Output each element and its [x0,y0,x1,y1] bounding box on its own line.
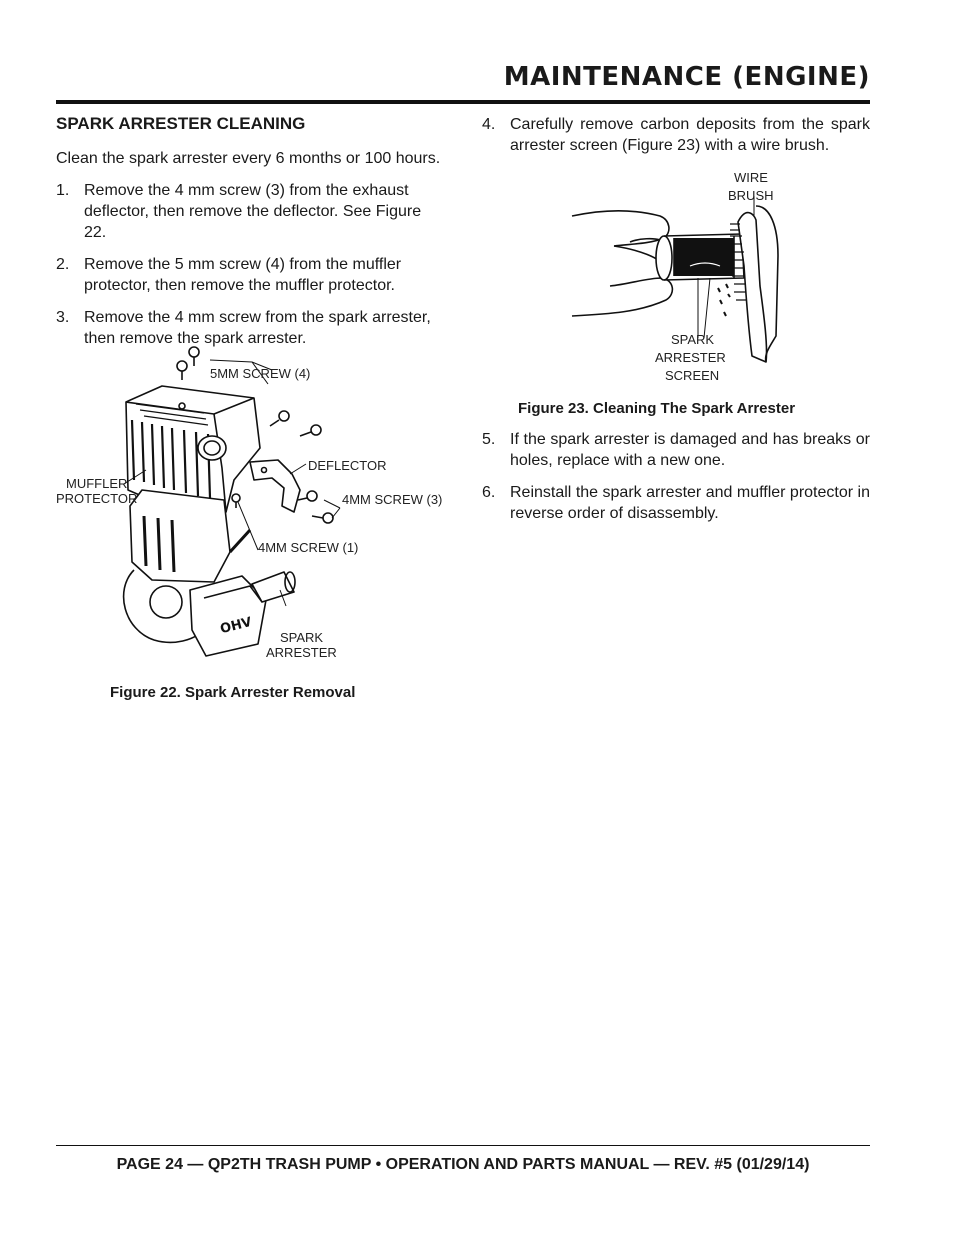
label-arrester: ARRESTER [655,350,726,365]
step-number: 6. [482,484,496,501]
label-muffler-protector-2: PROTECTOR [56,491,138,506]
list-item [482,114,870,156]
figure-23-caption: Figure 23. Cleaning The Spark Arrester [518,400,796,417]
list-item [482,429,870,471]
step-number: 1. [56,182,70,199]
label-wire: WIRE [734,170,768,185]
figure-22-illustration [54,340,454,670]
step-text: Remove the 4 mm screw from the spark arrester, then remove the spark arrester. [84,309,431,347]
step-text: If the spark arrester is damaged and has breaks or holes, replace with a new one. [510,431,870,469]
title-divider [56,100,870,104]
page-footer: PAGE 24 — QP2TH TRASH PUMP • OPERATION AND PARTS MANUAL — REV. #5 (01/29/14) [116,1156,810,1173]
right-column-continued [482,429,870,535]
step-number: 2. [56,256,70,273]
right-column [482,114,870,167]
label-muffler-protector-1: MUFFLER [66,476,128,491]
figure-22-caption: Figure 22. Spark Arrester Removal [110,684,356,701]
label-5mm-screw: 5MM SCREW (4) [210,366,311,381]
label-4mm-screw-3: 4MM SCREW (3) [342,492,443,507]
step-text: Remove the 5 mm screw (4) from the muffler protector, then remove the muffler protector. [84,256,402,294]
label-brush: BRUSH [728,188,774,203]
list-item [56,254,446,296]
step-text: Remove the 4 mm screw (3) from the exhaust deflector, then remove the deflector. See Figure 22. [84,182,422,241]
intro-paragraph: Clean the spark arrester every 6 months or 100 hours. [56,150,441,167]
label-deflector: DEFLECTOR [308,458,387,473]
label-spark: SPARK [671,332,715,347]
page-title: MAINTENANCE (ENGINE) [503,62,870,92]
section-heading: SPARK ARRESTER CLEANING [56,114,306,133]
footer-divider [56,1145,870,1146]
step-text: Reinstall the spark arrester and muffler protector in reverse order of disassembly. [510,484,870,522]
list-item [56,180,446,243]
label-spark-arrester-1: SPARK [280,630,324,645]
list-item [482,482,870,524]
step-number: 5. [482,431,496,448]
label-screen: SCREEN [665,368,720,383]
left-column [56,114,446,360]
figure-23-illustration [570,166,790,386]
ohv-marking: OHV [218,614,254,638]
step-text: Carefully remove carbon deposits from the spark arrester screen (Figure 23) with a wire brush. [510,116,870,154]
label-spark-arrester-2: ARRESTER [266,645,337,660]
label-4mm-screw-1: 4MM SCREW (1) [258,540,359,555]
step-number: 4. [482,116,496,133]
step-number: 3. [56,309,70,326]
